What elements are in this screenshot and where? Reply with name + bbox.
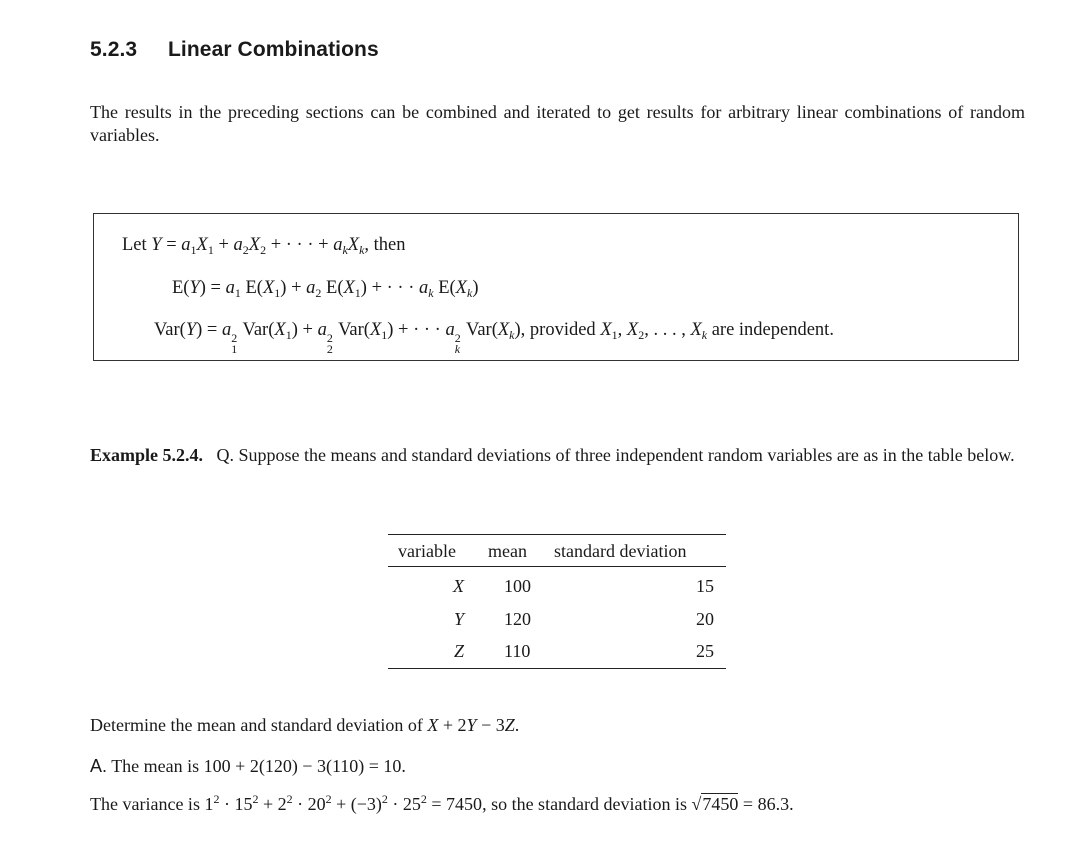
theorem-line-1: Let $Y = a_1X_1 + a_2X_2$ + · · · + $a_kX_k$, then xyxy=(122,235,406,257)
table-row xyxy=(388,632,726,665)
answer-mean-line: A. The mean is 100 + 2(120) − 3(110) = 10. xyxy=(90,756,406,776)
section-title: Linear Combinations xyxy=(168,38,379,61)
example-paragraph xyxy=(90,444,1025,467)
example-question: Q. Suppose the means and standard deviations of three independent random variables are as in the table below. xyxy=(216,445,1015,465)
header-mean: mean xyxy=(488,541,527,561)
theorem-variance: Var(Y) = a 2 1 $Var(X_1) + a$ 2 2 $Var(X_1)$ + · · · a 2 k $Var(X_k)$, provided $X_1$, $X_2$, . . . , $X_k$ are independent. xyxy=(154,320,834,356)
intro-paragraph: The results in the preceding sections can be combined and iterated to get results for arbitrary linear combinations of random variables. xyxy=(90,102,1025,145)
table-header xyxy=(388,535,726,567)
cell-mean: 120 xyxy=(504,609,531,629)
section-heading xyxy=(90,38,379,62)
cell-mean: 100 xyxy=(504,576,531,596)
answer-var-mid: , so the standard deviation is xyxy=(482,794,688,814)
header-variable: variable xyxy=(398,541,456,561)
theorem-then: , then xyxy=(364,235,406,255)
determine-line: Determine the mean and standard deviation of X + 2Y − 3Z. xyxy=(90,715,520,735)
cell-variable: Z xyxy=(453,641,464,661)
cell-sd: 20 xyxy=(696,609,714,629)
table-row xyxy=(388,567,726,600)
theorem-box xyxy=(93,213,1019,361)
cell-sd: 15 xyxy=(696,576,714,596)
theorem-let: Let xyxy=(122,235,147,255)
determine-text: Determine the mean and standard deviation of xyxy=(90,715,423,735)
cell-sd: 25 xyxy=(696,641,714,661)
section-number: 5.2.3 xyxy=(90,38,138,61)
answer-mean-text: The mean is xyxy=(107,756,200,776)
theorem-provided: , provided xyxy=(520,320,596,340)
answer-var-text: The variance is xyxy=(90,794,200,814)
example-label: Example 5.2.4. xyxy=(90,445,204,465)
data-table xyxy=(388,534,726,669)
theorem-independent: are independent. xyxy=(711,320,834,340)
header-sd: standard deviation xyxy=(554,541,687,561)
answer-variance-line: The variance is $1^2 \cdot 15^2 + 2^2 \cdot 20^2 + (-3)^2 \cdot 25^2 = 7450$, so the standard deviation is √7450 = 86.3. xyxy=(90,792,794,814)
cell-variable: X xyxy=(453,576,464,596)
table-row xyxy=(388,600,726,633)
cell-mean: 110 xyxy=(504,641,531,661)
cell-variable: Y xyxy=(453,609,464,629)
theorem-expectation: $E(Y) = a_1$ $E(X_1) + a_2$ $E(X_1)$ + · · · $a_k$ $E(X_k)$ xyxy=(172,278,479,300)
